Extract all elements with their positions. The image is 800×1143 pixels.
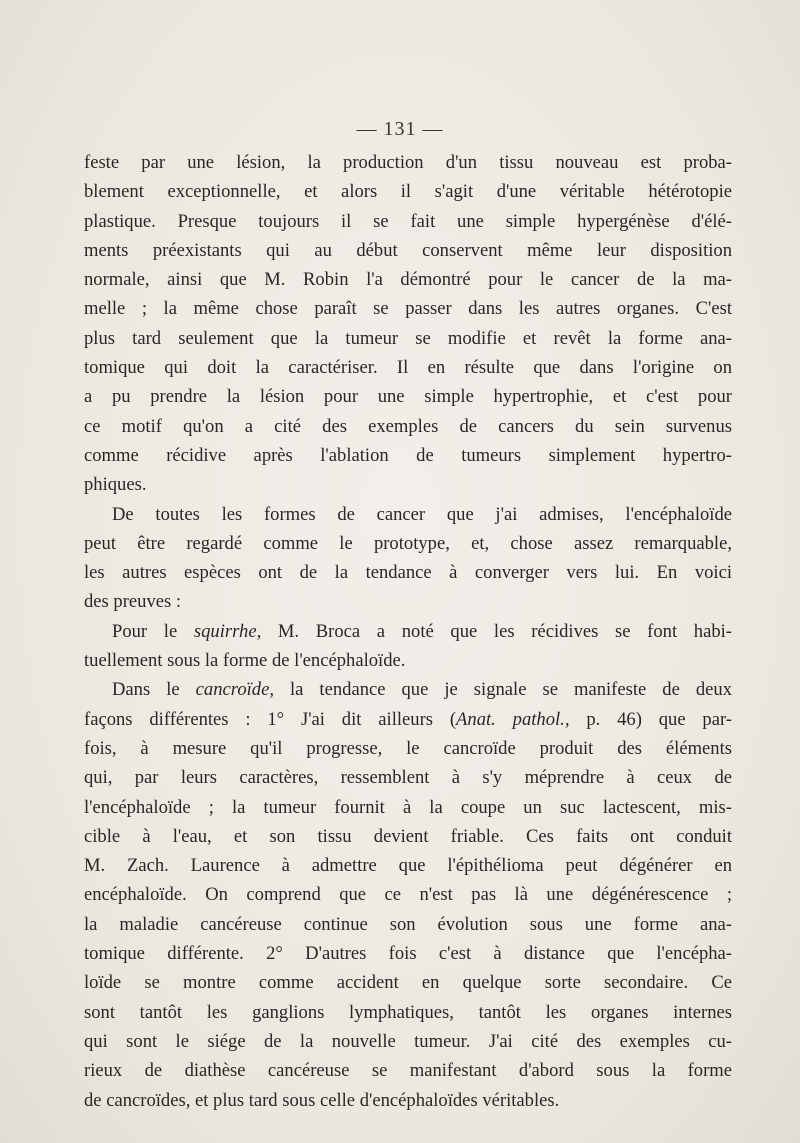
text-line — [84, 910, 732, 939]
line-text: la maladie cancéreuse continue son évolution sous une forme ana- — [84, 913, 732, 935]
line-text: qui sont le siége de la nouvelle tumeur. J'ai cité des exemples cu- — [84, 1030, 732, 1052]
line-text: de cancroïdes, et plus tard sous celle d'encéphaloïdes véritables. — [84, 1089, 560, 1111]
line-text: feste par une lésion, la production d'un tissu nouveau est proba- — [84, 152, 732, 173]
page-number: — 131 — — [356, 118, 444, 140]
text-line — [84, 880, 732, 909]
line-text: comme récidive après l'ablation de tumeurs simplement hypertro- — [84, 444, 732, 466]
text-line — [84, 646, 732, 675]
text-line — [84, 177, 732, 206]
line-text: tomique qui doit la caractériser. Il en résulte que dans l'origine on — [84, 357, 732, 379]
line-text: fois, à mesure qu'il progresse, le cancroïde produit des éléments — [84, 737, 732, 759]
text-line — [84, 500, 732, 529]
text-line — [84, 793, 732, 822]
line-text: a pu prendre la lésion pour une simple hypertrophie, et c'est pour — [84, 386, 732, 408]
text-line — [84, 412, 732, 441]
text-line — [84, 382, 732, 411]
line-text: des preuves : — [84, 591, 182, 613]
line-text: sont tantôt les ganglions lymphatiques, tantôt les organes internes — [84, 1001, 732, 1023]
line-text: tuellement sous la forme de l'encéphaloïde. — [84, 650, 406, 672]
line-text: la tendance que je signale se manifeste de deux — [273, 679, 732, 701]
text-line — [84, 998, 732, 1027]
text-line — [84, 1056, 732, 1085]
italic-term: squirrhe, — [193, 620, 262, 642]
italic-term: cancroïde, — [195, 679, 274, 701]
text-line — [84, 207, 732, 236]
text-line — [84, 617, 732, 646]
text-line — [84, 441, 732, 470]
text-line — [84, 734, 732, 763]
text-line — [84, 1086, 732, 1115]
line-text: phiques. — [84, 474, 147, 496]
line-text: plastique. Presque toujours il se fait une simple hypergénèse d'élé- — [84, 210, 732, 232]
italic-term: Anat. pathol., — [456, 708, 570, 730]
text-line — [84, 529, 732, 558]
text-line — [84, 353, 732, 382]
line-text: tomique différente. 2° D'autres fois c'est à distance que l'encépha- — [84, 943, 732, 965]
line-text: façons différentes : 1° J'ai dit ailleurs ( — [84, 708, 457, 730]
text-line — [84, 763, 732, 792]
text-line — [84, 1027, 732, 1056]
text-line — [84, 148, 732, 177]
line-text: plus tard seulement que la tumeur se modifie et revêt la forme ana- — [84, 327, 732, 349]
line-text: ce motif qu'on a cité des exemples de cancers du sein survenus — [84, 415, 732, 437]
line-text: peut être regardé comme le prototype, et, chose assez remarquable, — [84, 532, 732, 554]
text-line — [84, 324, 732, 353]
line-text: blement exceptionnelle, et alors il s'agit d'une véritable hétérotopie — [84, 181, 732, 203]
line-text: normale, ainsi que M. Robin l'a démontré pour le cancer de la ma- — [84, 269, 732, 291]
text-line — [84, 265, 732, 294]
line-text: loïde se montre comme accident en quelque sorte secondaire. Ce — [84, 972, 732, 994]
text-line — [84, 558, 732, 587]
text-line — [84, 705, 732, 734]
line-text: melle ; la même chose paraît se passer dans les autres organes. C'est — [84, 298, 732, 320]
line-text: M. Broca a noté que les récidives se font habi- — [261, 620, 733, 642]
line-text: ments préexistants qui au début conservent même leur disposition — [84, 239, 732, 261]
line-text: encéphaloïde. On comprend que ce n'est pas là une dégénérescence ; — [84, 884, 732, 906]
line-text: Dans le — [112, 679, 196, 701]
line-text: les autres espèces ont de la tendance à converger vers lui. En voici — [84, 562, 732, 584]
text-line — [84, 675, 732, 704]
line-text: rieux de diathèse cancéreuse se manifestant d'abord sous la forme — [84, 1060, 732, 1082]
line-text: qui, par leurs caractères, ressemblent à s'y méprendre à ceux de — [84, 767, 732, 789]
text-line — [84, 939, 732, 968]
line-text: Pour le — [112, 620, 194, 642]
line-text: De toutes les formes de cancer que j'ai admises, l'encéphaloïde — [112, 503, 732, 525]
text-line — [84, 236, 732, 265]
text-line — [84, 851, 732, 880]
body-text — [84, 148, 732, 1115]
line-text: p. 46) que par- — [569, 708, 732, 730]
line-text: l'encéphaloïde ; la tumeur fournit à la coupe un suc lactescent, mis- — [84, 796, 732, 818]
text-line — [84, 968, 732, 997]
line-text: cible à l'eau, et son tissu devient friable. Ces faits ont conduit — [84, 825, 732, 847]
text-line — [84, 587, 732, 616]
line-text: M. Zach. Laurence à admettre que l'épithélioma peut dégénérer en — [84, 855, 732, 877]
text-line — [84, 822, 732, 851]
text-line — [84, 294, 732, 323]
text-line — [84, 470, 732, 499]
